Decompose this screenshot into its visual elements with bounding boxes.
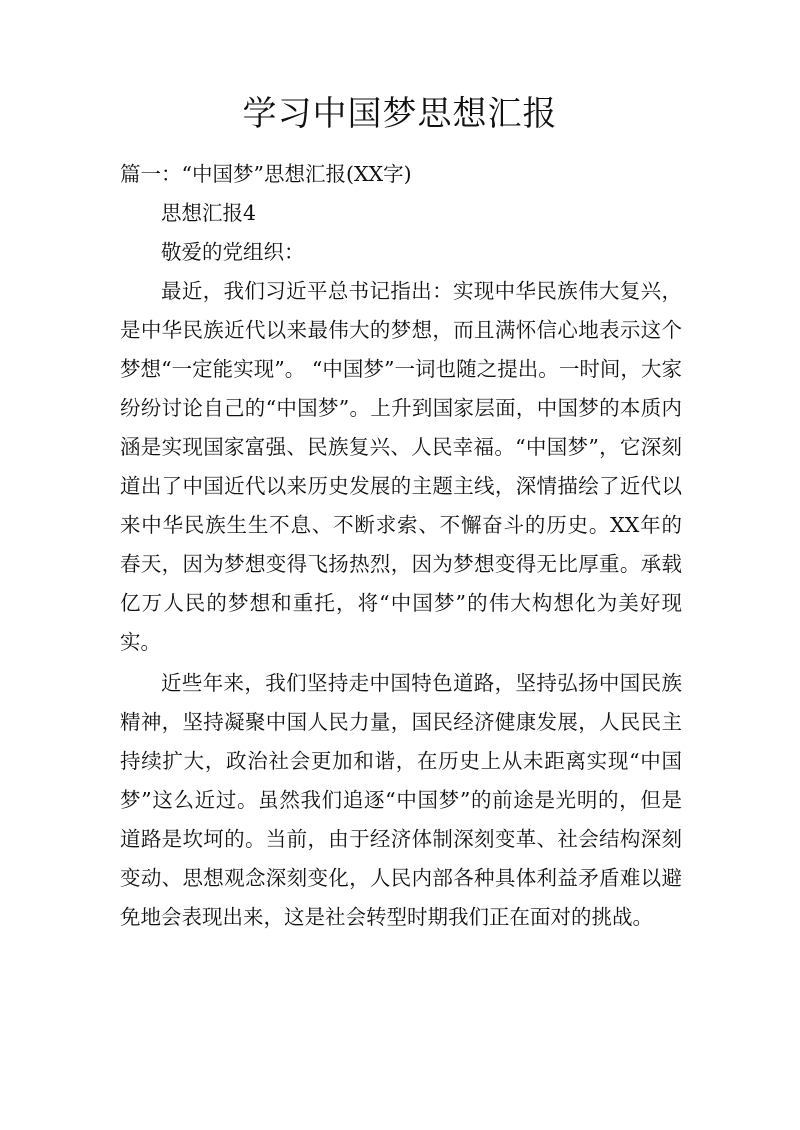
body-paragraph: 近些年来，我们坚持走中国特色道路，坚持弘扬中国民族精神，坚持凝聚中国人民力量，国民经济健康发展，人民民主持续扩大，政治社会更加和谐，在历史上从未距离实现“中国梦”这么近过。虽然我们追逐“中国梦”的前途是光明的，但是道路是坎坷的。当前，由于经济体制深刻变革、社会结构深刻变动、思想观念深刻变化，人民内部各种具体利益矛盾难以避免地会表现出来，这是社会转型时期我们正在面对的挑战。 — [120, 671, 682, 929]
document-body — [120, 155, 682, 937]
document-title: 学习中国梦思想汇报 — [242, 94, 558, 134]
body-paragraph: 最近，我们习近平总书记指出：实现中华民族伟大复兴，是中华民族近代以来最伟大的梦想，而且满怀信心地表示这个梦想“一定能实现”。 “中国梦”一词也随之提出。一时间，大家纷纷讨论自己的“中国梦”。上升到国家层面，中国梦的本质内涵是实现国家富强、民族复兴、人民幸福。“中国梦”，它深刻道出了中国近代以来历史发展的主题主线，深情描绘了近代以来中华民族生生不息、不断求索、不懈奋斗的历史。XX年的春天，因为梦想变得飞扬热烈，因为梦想变得无比厚重。承载亿万人民的梦想和重托，将“中国梦”的伟大构想化为美好现实。 — [120, 279, 682, 654]
section-heading: 篇一：“中国梦”思想汇报(XX字) — [120, 162, 412, 186]
salutation: 敬爱的党组织： — [161, 240, 305, 264]
subheading: 思想汇报4 — [161, 201, 257, 225]
